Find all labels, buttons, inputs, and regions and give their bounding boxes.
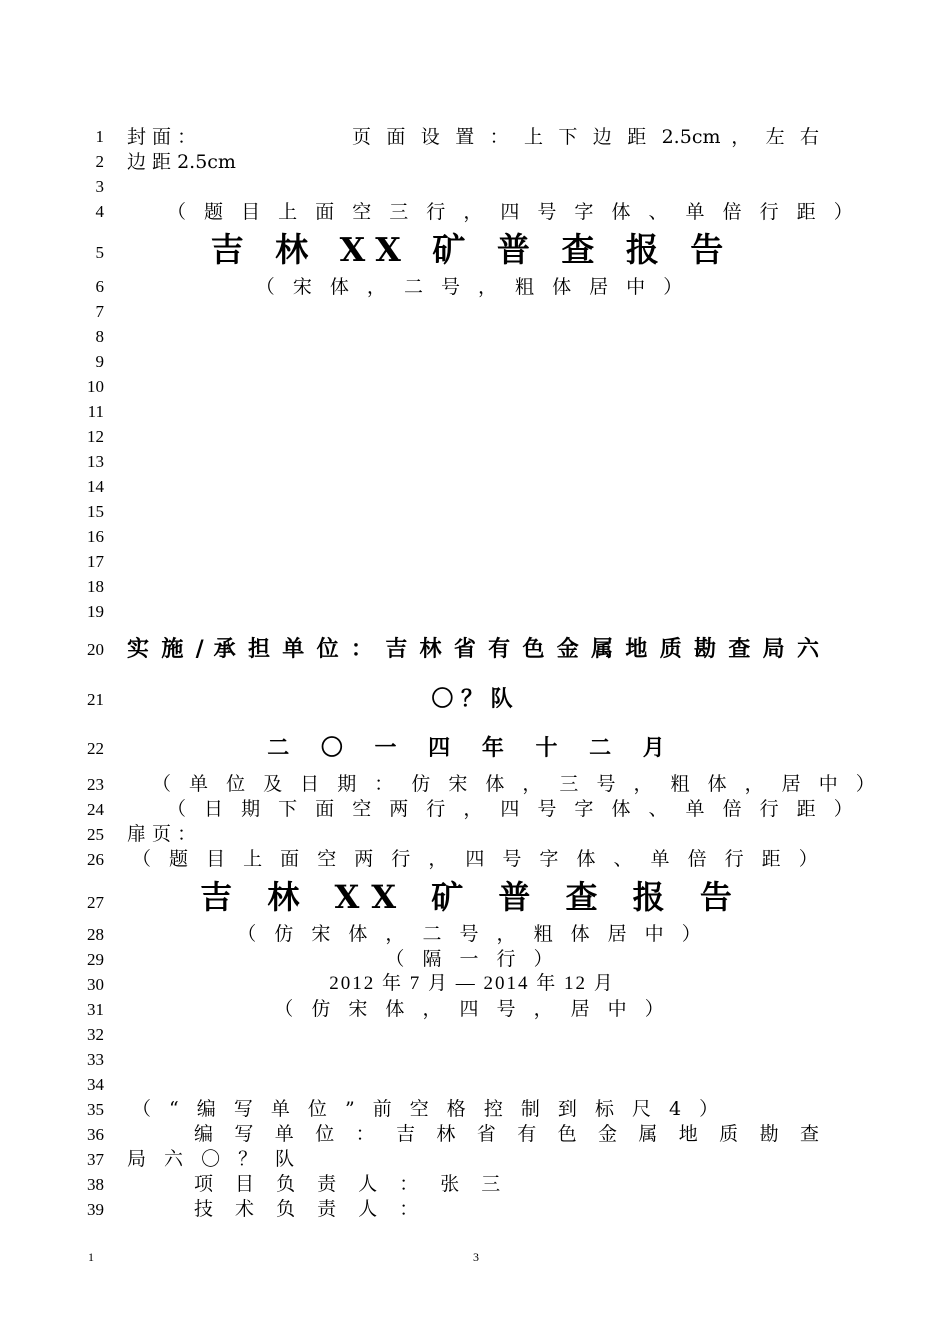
cover-unit-line2: 〇 ？ 队: [431, 686, 513, 712]
line-number: 12: [87, 427, 104, 446]
title-page-note-above-title: （ 题 目 上 面 空 两 行 ， 四 号 字 体 、 单 倍 行 距 ）: [132, 848, 824, 870]
line-number: 4: [95, 202, 104, 221]
line-number: 3: [95, 177, 104, 196]
line-number: 30: [87, 975, 104, 994]
footer-left-number: 1: [88, 1250, 94, 1264]
cover-unit-line1: 实 施 / 承 担 单 位 ： 吉 林 省 有 色 金 属 地 质 勘 查 局 六: [127, 636, 819, 662]
line-number: 31: [87, 1000, 104, 1019]
line-number: 22: [87, 739, 104, 758]
line-number: 15: [87, 502, 104, 521]
line-number: 13: [87, 452, 104, 471]
footer-page-number: 3: [473, 1250, 479, 1264]
title-page-title: 吉 林 XX 矿 普 查 报 告: [200, 878, 744, 916]
line-number: 29: [87, 950, 104, 969]
cover-title: 吉 林 XX 矿 普 查 报 告: [210, 230, 734, 269]
line-number: 34: [87, 1075, 104, 1094]
line-number: 17: [87, 552, 104, 571]
line-number: 2: [95, 152, 104, 171]
title-page-period: 2012 年 7 月 — 2014 年 12 月: [329, 973, 615, 994]
line-number: 19: [87, 602, 104, 621]
line-number: 36: [87, 1125, 104, 1144]
line-number: 20: [87, 640, 104, 659]
cover-date: 二 〇 一 四 年 十 二 月: [267, 735, 677, 761]
cover-label: 封 面 ：: [127, 126, 197, 148]
line-number: 28: [87, 925, 104, 944]
line-number: 5: [95, 243, 104, 262]
line-number: 38: [87, 1175, 104, 1194]
line-number: 16: [87, 527, 104, 546]
cover-note-above-title: （ 题 目 上 面 空 三 行 ， 四 号 字 体 、 单 倍 行 距 ）: [167, 201, 859, 223]
ruler-note: （ “ 编 写 单 位 ” 前 空 格 控 制 到 标 尺 4 ）: [132, 1098, 725, 1120]
line-number: 1: [95, 127, 104, 146]
line-number: 27: [87, 893, 104, 912]
writer-unit: 编 写 单 位 ： 吉 林 省 有 色 金 属 地 质 勘 查: [194, 1123, 819, 1145]
line-number: 8: [95, 327, 104, 346]
line-number: 23: [87, 775, 104, 794]
cover-title-note: （ 宋 体 ， 二 号 ， 粗 体 居 中 ）: [255, 276, 689, 298]
cover-unit-date-note: （ 单 位 及 日 期 ： 仿 宋 体 ， 三 号 ， 粗 体 ， 居 中 ）: [152, 773, 881, 795]
page-setup-text: 页 面 设 置 ： 上 下 边 距 2.5cm ， 左 右: [352, 126, 819, 148]
line-number: 33: [87, 1050, 104, 1069]
line-number: 35: [87, 1100, 104, 1119]
page-setup-text-cont: 边 距 2.5cm: [127, 151, 236, 173]
line-number: 6: [95, 277, 104, 296]
line-number: 14: [87, 477, 104, 496]
title-page-label: 扉 页 ：: [127, 823, 197, 845]
line-number: 11: [87, 402, 104, 421]
line-number: 7: [95, 302, 104, 321]
line-number: 21: [87, 690, 104, 709]
line-number: 25: [87, 825, 104, 844]
line-number: 37: [87, 1150, 104, 1169]
writer-unit-cont: 局 六 〇 ？ 队: [127, 1148, 301, 1170]
line-number: 32: [87, 1025, 104, 1044]
title-page-title-note: （ 仿 宋 体 ， 二 号 ， 粗 体 居 中 ）: [237, 923, 707, 945]
project-lead: 项 目 负 责 人 ： 张 三: [194, 1173, 501, 1195]
cover-date-below-note: （ 日 期 下 面 空 两 行 ， 四 号 字 体 、 单 倍 行 距 ）: [167, 798, 859, 820]
line-number: 18: [87, 577, 104, 596]
line-number: 24: [87, 800, 104, 819]
title-page-gap-note: （ 隔 一 行 ）: [385, 948, 559, 970]
line-number: 26: [87, 850, 104, 869]
line-number: 10: [87, 377, 104, 396]
title-page-period-note: （ 仿 宋 体 ， 四 号 ， 居 中 ）: [274, 998, 670, 1020]
line-number: 9: [95, 352, 104, 371]
line-number: 39: [87, 1200, 104, 1219]
tech-lead: 技 术 负 责 人 ：: [194, 1198, 419, 1220]
